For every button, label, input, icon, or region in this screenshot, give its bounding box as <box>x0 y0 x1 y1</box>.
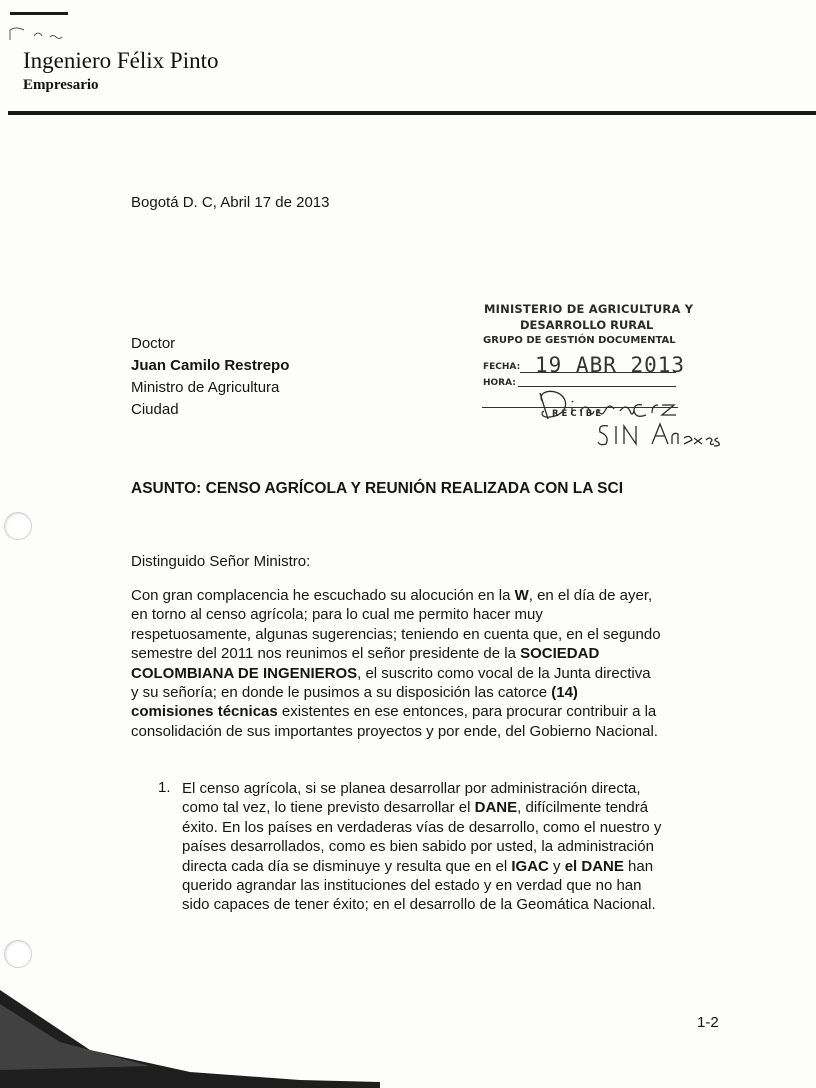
paragraph-line: y su señoría; en donde le pusimos a su disposición las catorce (14) <box>131 684 578 702</box>
stamp-date: 19 ABR 2013 <box>535 353 686 377</box>
recipient-city: Ciudad <box>131 401 179 418</box>
salutation: Distinguido Señor Ministro: <box>131 553 311 570</box>
paragraph-line: respetuosamente, algunas sugerencias; teniendo en cuenta que, en el segundo <box>131 625 661 643</box>
list-item-line: sido capaces de tener éxito; en el desarrollo de la Geomática Nacional. <box>182 896 656 914</box>
list-item-line: directa cada día se disminuye y resulta que en el IGAC y el DANE han <box>182 857 654 875</box>
paragraph-line: comisiones técnicas existentes en ese entonces, para procurar contribuir a la <box>131 703 657 721</box>
stamp-recibe-label: RECIBE <box>552 409 605 419</box>
list-item-line: El censo agrícola, si se planea desarrollar por administración directa, <box>182 780 641 797</box>
stamp-hora-label: HORA: <box>483 378 516 388</box>
subject-line: ASUNTO: CENSO AGRÍCOLA Y REUNIÓN REALIZADA CON LA SCI <box>131 480 624 497</box>
stamp-group-line: GRUPO DE GESTIÓN DOCUMENTAL <box>483 335 676 346</box>
body-paragraph <box>131 586 717 741</box>
footer-wedge-graphic <box>0 990 380 1088</box>
letterhead-role: Empresario <box>23 77 99 93</box>
list-item-number: 1. <box>158 779 171 796</box>
recipient-title: Doctor <box>131 335 176 352</box>
list-item-line: países desarrollados, como es bien sabido por usted, la administración <box>182 838 654 856</box>
stamp-ministry-line-2: DESARROLLO RURAL <box>520 318 654 332</box>
punch-hole <box>4 512 32 540</box>
list-item-line: querido agrandar las instituciones del estado y en verdad que no han <box>182 877 642 895</box>
scan-artifact-bar <box>10 12 68 15</box>
paragraph-line: COLOMBIANA DE INGENIEROS, el suscrito como vocal de la Junta directiva <box>131 664 651 682</box>
list-item-line: éxito. En los países en verdaderas vías de desarrollo, como el nuestro y <box>182 818 662 836</box>
recipient-name: Juan Camilo Restrepo <box>131 357 290 374</box>
letterhead-divider <box>8 111 816 115</box>
list-item <box>182 779 718 915</box>
paragraph-line: semestre del 2011 nos reunimos el señor presidente de la SOCIEDAD <box>131 645 600 663</box>
stamp-ministry-line: MINISTERIO DE AGRICULTURA Y <box>484 302 694 316</box>
paragraph-line: Con gran complacencia he escuchado su alocución en la W, en el día de ayer, <box>131 587 653 604</box>
paragraph-line: consolidación de sus importantes proyectos y por ende, del Gobierno Nacional. <box>131 722 658 740</box>
handwritten-note <box>596 418 730 448</box>
list-item-line: como tal vez, lo tiene previsto desarrollar el DANE, difícilmente tendrá <box>182 799 649 817</box>
scan-artifact-scribble <box>6 24 76 44</box>
punch-hole <box>4 940 32 968</box>
letter-date: Bogotá D. C, Abril 17 de 2013 <box>131 194 330 211</box>
stamp-fecha-label: FECHA: <box>483 362 521 372</box>
letterhead-name: Ingeniero Félix Pinto <box>23 48 219 73</box>
page-number: 1-2 <box>697 1014 719 1031</box>
recipient-position: Ministro de Agricultura <box>131 379 280 396</box>
paragraph-line: en torno al censo agrícola; para lo cual me permito hacer muy <box>131 606 543 624</box>
